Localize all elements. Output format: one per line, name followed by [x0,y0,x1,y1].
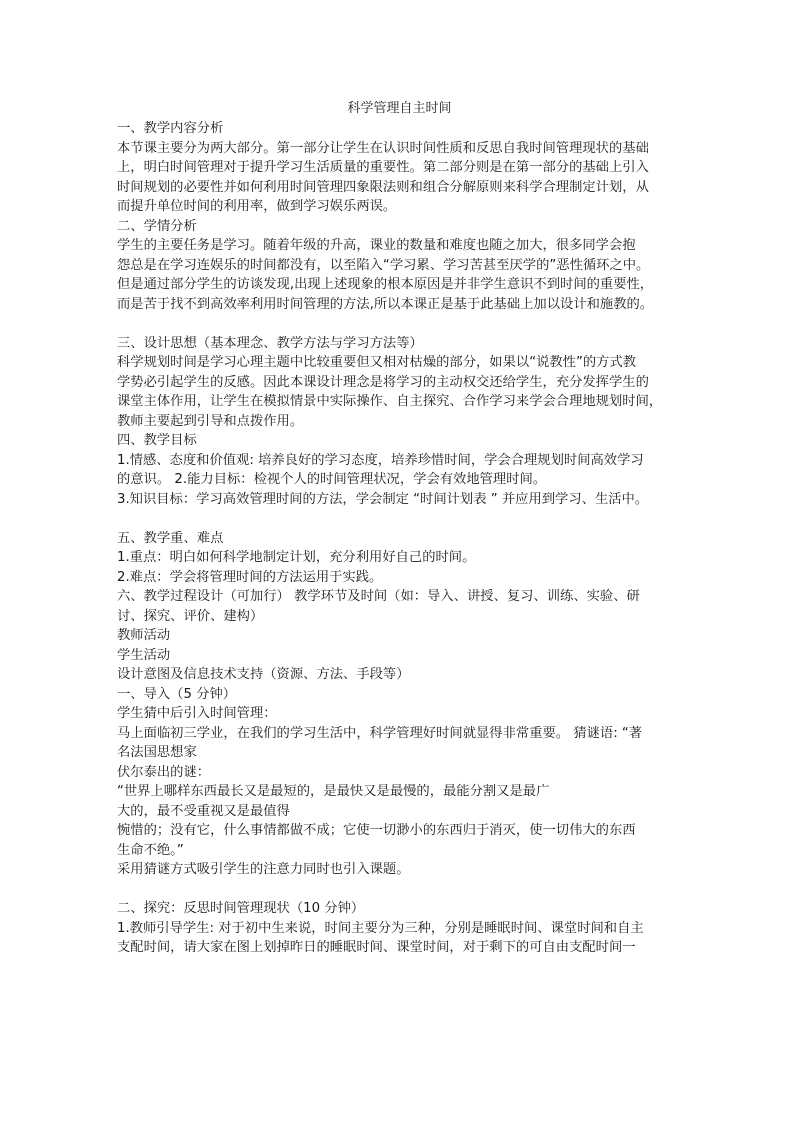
text-line: 设计意图及信息技术支持（资源、方法、手段等） [117,667,410,682]
text-line: 四、教学目标 [117,433,197,448]
text-line: 马上面临初三学业，在我们的学习生活中，科学管理好时间就显得非常重要。 猜谜语: “著 [117,725,643,741]
text-line: 的意识。 2.能力目标：检视个人的时间管理状况，学会有效地管理时间。 [117,472,547,487]
text-line: 而提升单位时间的利用率，做到学习娱乐两误。 [117,199,397,214]
text-line: 名法国思想家 [117,745,197,760]
text-line: 伏尔泰出的谜： [117,764,211,780]
text-line: 采用猜谜方式吸引学生的注意力同时也引入课题。 [117,862,410,877]
text-line: 课堂主体作用，让学生在模拟情景中实际操作、自主探究、合作学习来学会合理地规划时间， [117,394,663,409]
blank-line [117,314,682,334]
text-line: 讨、探究、评价、建构） [117,608,264,624]
text-line: 一、导入（5 分钟） [117,686,237,702]
text-line: 1.重点：明白如何科学地制定计划，充分利用好自己的时间。 [117,550,476,565]
text-line: 五、教学重、难点 [117,530,224,546]
text-line: 3.知识目标：学习高效管理时间的方法，学会制定 “时间计划表 ” 并应用到学习、生活中。 [117,491,649,507]
text-line: 二、探究：反思时间管理现状（10 分钟） [117,901,365,916]
text-line: 支配时间，请大家在图上划掉昨日的睡眠时间、课堂时间，对于剩下的可自由支配时间一 [117,940,636,955]
text-line: 教师主要起到引导和点拨作用。 [117,413,304,429]
document-page [117,99,682,958]
text-line: 时间规划的必要性并如何利用时间管理四象限法则和组合分解原则来科学合理制定计划，从 [117,179,649,195]
document-title: 科学管理自主时间 [347,101,452,116]
text-line: 但是通过部分学生的访谈发现,出现上述现象的根本原因是并非学生意识不到时间的重要性， [117,277,654,292]
text-line: 二、学情分析 [117,218,197,234]
text-line: 科学规划时间是学习心理主题中比较重要但又相对枯燥的部分，如果以“说教性”的方式教 [117,355,637,370]
text-line: 一、教学内容分析 [117,121,224,136]
text-line: 大的，最不受重视又是最值得 [117,803,290,819]
text-line: 生命不绝。” [117,842,184,858]
text-line: 六、教学过程设计（可加行） 教学环节及时间（如：导入、讲授、复习、训练、实验、研 [117,589,640,604]
text-line: 上，明白时间管理对于提升学习生活质量的重要性。第二部分则是在第一部分的基础上引入 [117,160,649,175]
text-line: 1.情感、态度和价值观: 培养良好的学习态度，培养珍惜时间，学会合理规划时间高效学习 [117,452,644,468]
text-line: 三、设计思想（基本理念、教学方法与学习方法等） [117,335,423,351]
text-line: 本节课主要分为两大部分。第一部分让学生在认识时间性质和反思自我时间管理现状的基础 [117,140,649,156]
text-line: 教师活动 [117,628,171,643]
blank-line [117,880,682,900]
text-line: 1.教师引导学生: 对于初中生来说，时间主要分为三种，分别是睡眠时间、课堂时间和自主 [117,920,644,936]
text-line: 怨总是在学习连娱乐的时间都没有，以至陷入“学习累、学习苦甚至厌学的”恶性循环之中。 [117,257,650,273]
text-line: 惋惜的；没有它，什么事情都做不成；它使一切渺小的东西归于消灭，使一切伟大的东西 [117,823,636,838]
text-line: 2.难点：学会将管理时间的方法运用于实践。 [117,569,383,585]
blank-line [117,509,682,529]
text-line: 而是苦于找不到高效率利用时间管理的方法,所以本课正是基于此基础上加以设计和施教的。 [117,296,654,312]
text-line: 学生的主要任务是学习。随着年级的升高，课业的数量和难度也随之加大，很多同学会抱 [117,238,636,253]
text-line: 学势必引起学生的反感。因此本课设计理念是将学习的主动权交还给学生，充分发挥学生的 [117,374,649,390]
text-line: 学生猜中后引入时间管理： [117,706,277,721]
text-line: “世界上哪样东西最长又是最短的，是最快又是最慢的，最能分割又是最广 [117,784,550,799]
document-body [117,119,682,958]
text-line: 学生活动 [117,647,171,663]
